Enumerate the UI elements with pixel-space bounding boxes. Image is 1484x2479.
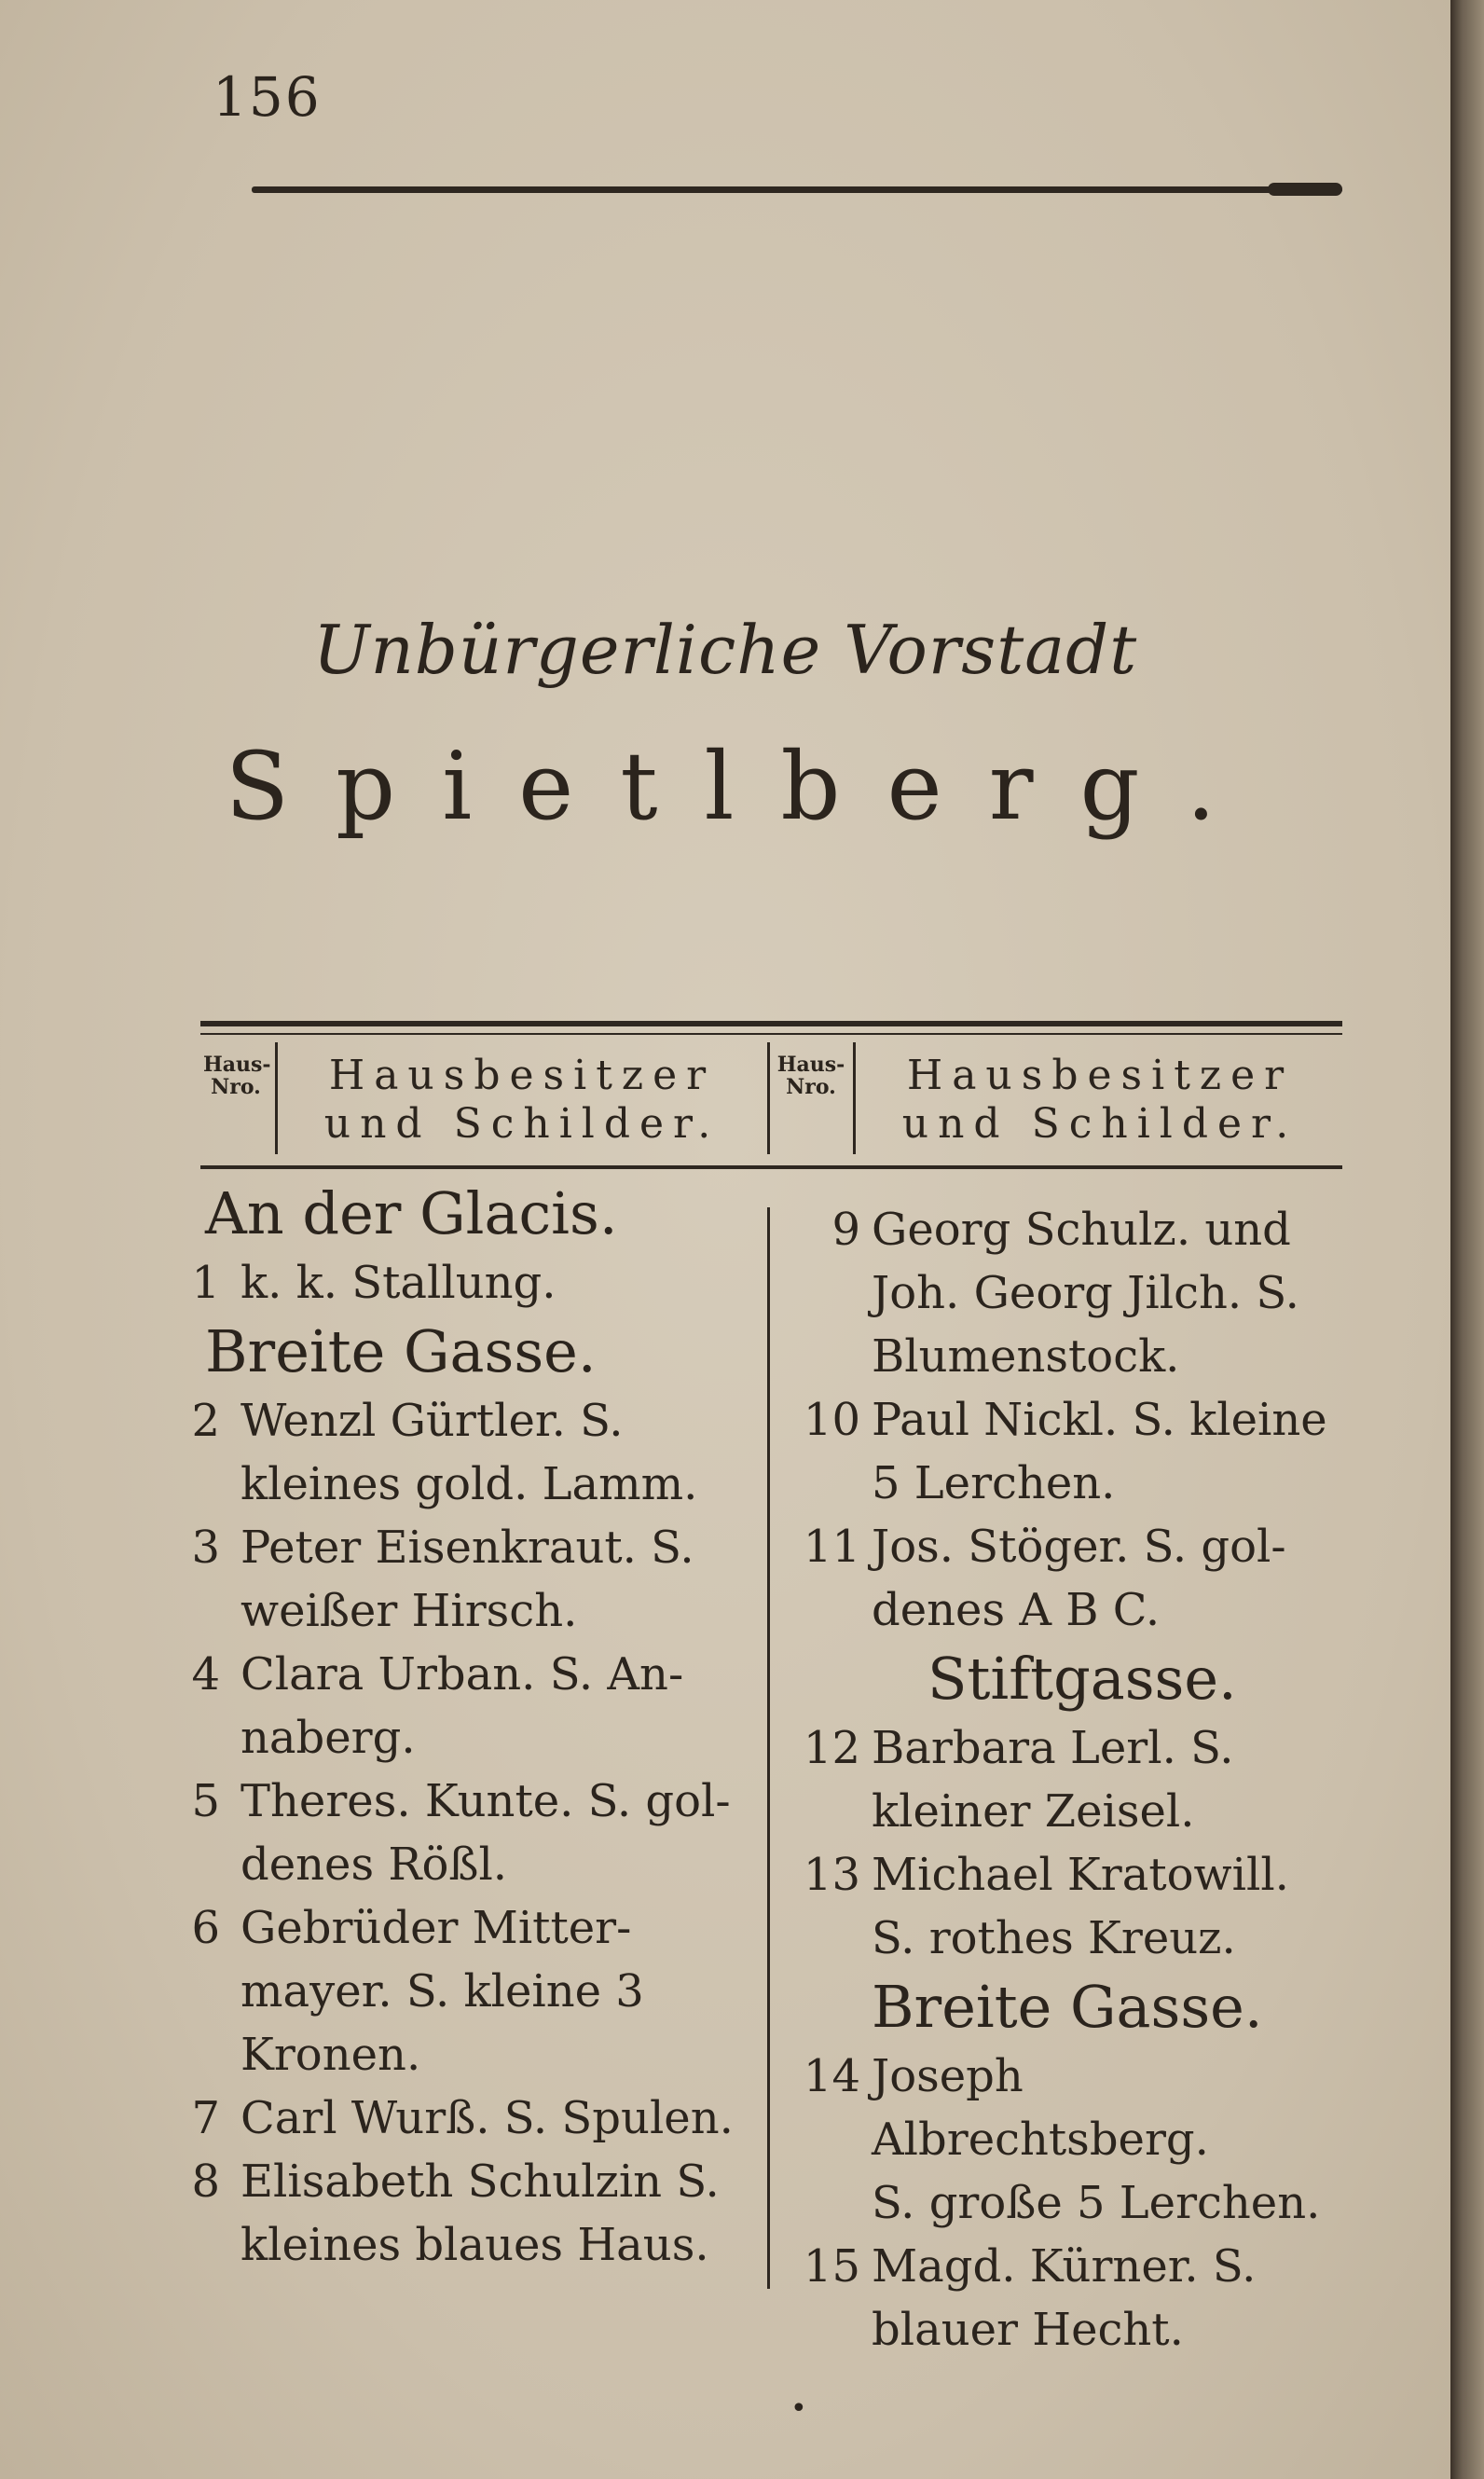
house-number: 8 bbox=[191, 2155, 220, 2208]
entry-line: blauer Hecht. bbox=[872, 2304, 1184, 2356]
entry-line: Jos. Stöger. S. gol- bbox=[872, 1521, 1286, 1573]
house-number: 2 bbox=[191, 1395, 220, 1447]
list-item bbox=[186, 2150, 760, 2277]
list-item bbox=[186, 1251, 760, 1315]
entry-line: Carl Wurß. S. Spulen. bbox=[240, 2092, 734, 2144]
list-item bbox=[186, 1389, 760, 1516]
entry-line: Wenzl Gürtler. S. bbox=[240, 1395, 624, 1447]
house-number: 6 bbox=[191, 1902, 220, 1954]
entry-line: Blumenstock. bbox=[872, 1330, 1180, 1383]
bottom-ornament: • bbox=[790, 2392, 807, 2425]
house-number: 11 bbox=[803, 1521, 860, 1573]
entry-line: Joh. Georg Jilch. S. bbox=[872, 1267, 1299, 1319]
header-divider-right-no bbox=[853, 1042, 856, 1154]
right-owner-header: Hausbesitzer und Schilder. bbox=[901, 1052, 1298, 1148]
entry-line: Magd. Kürner. S. bbox=[872, 2240, 1257, 2293]
page-number: 156 bbox=[213, 65, 322, 129]
house-number: 12 bbox=[803, 1722, 860, 1774]
list-item bbox=[803, 1515, 1356, 1642]
table-top-rule-thin bbox=[200, 1033, 1342, 1035]
entry-line: Paul Nickl. S. kleine bbox=[872, 1394, 1327, 1446]
section-title: An der Glacis. bbox=[205, 1179, 618, 1247]
house-number: 14 bbox=[803, 2050, 860, 2102]
house-number: 3 bbox=[191, 1522, 220, 1574]
left-owner-header: Hausbesitzer und Schilder. bbox=[323, 1052, 721, 1148]
list-item bbox=[186, 1770, 760, 1896]
top-rule bbox=[252, 186, 1342, 193]
entry-line: weißer Hirsch. bbox=[240, 1585, 578, 1637]
entry-line: Georg Schulz. und bbox=[872, 1204, 1291, 1256]
list-item bbox=[803, 2235, 1356, 2362]
entry-line: S. rothes Kreuz. bbox=[872, 1912, 1236, 1964]
right-column bbox=[803, 1198, 1356, 2362]
house-number: 7 bbox=[191, 2092, 220, 2144]
book-spine bbox=[1450, 0, 1484, 2479]
entry-line: mayer. S. kleine 3 bbox=[240, 1965, 644, 2018]
column-divider bbox=[767, 1207, 770, 2289]
list-item bbox=[803, 2045, 1356, 2235]
list-item bbox=[831, 1198, 1356, 1388]
entry-line: kleines gold. Lamm. bbox=[240, 1458, 698, 1510]
entry-line: Gebrüder Mitter- bbox=[240, 1902, 632, 1954]
right-number-header: Haus-Nro. bbox=[776, 1053, 845, 1099]
heading-title: Spietlberg. bbox=[225, 732, 1263, 841]
header-divider-left-no bbox=[275, 1042, 278, 1154]
house-number: 1 bbox=[191, 1257, 220, 1309]
entry-line: Kronen. bbox=[240, 2029, 421, 2081]
entry-line: Theres. Kunte. S. gol- bbox=[240, 1775, 731, 1827]
entry-line: k. k. Stallung. bbox=[240, 1257, 556, 1309]
house-number: 15 bbox=[803, 2240, 860, 2293]
top-rule-ornament bbox=[1268, 183, 1342, 196]
house-number: 10 bbox=[803, 1394, 860, 1446]
house-number: 5 bbox=[191, 1775, 220, 1827]
entry-line: Peter Eisenkraut. S. bbox=[240, 1522, 694, 1574]
table-header-bottom-rule bbox=[200, 1165, 1342, 1169]
entry-line: 5 Lerchen. bbox=[872, 1457, 1116, 1509]
entry-line: S. große 5 Lerchen. bbox=[872, 2177, 1321, 2229]
entry-line: Clara Urban. S. An- bbox=[240, 1648, 684, 1701]
header-divider-middle bbox=[767, 1042, 770, 1154]
left-number-header: Haus-Nro. bbox=[203, 1053, 271, 1099]
list-item bbox=[803, 1843, 1356, 1970]
left-column bbox=[186, 1177, 760, 2277]
house-number: 9 bbox=[831, 1204, 860, 1256]
list-item bbox=[186, 2086, 760, 2150]
section-title: Stiftgasse. bbox=[928, 1645, 1237, 1713]
entry-line: Michael Kratowill. bbox=[872, 1849, 1289, 1901]
house-number: 4 bbox=[191, 1648, 220, 1701]
entry-line: Barbara Lerl. S. bbox=[872, 1722, 1234, 1774]
heading-subtitle: Unbürgerliche Vorstadt bbox=[312, 611, 1138, 689]
table-top-rule bbox=[200, 1021, 1342, 1026]
house-number: 13 bbox=[803, 1849, 860, 1901]
list-item bbox=[186, 1643, 760, 1770]
list-item bbox=[186, 1896, 760, 2086]
section-title: Breite Gasse. bbox=[205, 1317, 597, 1385]
list-item bbox=[803, 1716, 1356, 1843]
entry-line: Elisabeth Schulzin S. bbox=[240, 2155, 720, 2208]
list-item bbox=[803, 1388, 1356, 1515]
entry-line: Joseph Albrechtsberg. bbox=[872, 2050, 1209, 2166]
entry-line: kleiner Zeisel. bbox=[872, 1785, 1195, 1838]
entry-line: denes A B C. bbox=[872, 1584, 1161, 1636]
entry-line: kleines blaues Haus. bbox=[240, 2219, 709, 2271]
section-title: Breite Gasse. bbox=[872, 1973, 1263, 2041]
entry-line: naberg. bbox=[240, 1712, 416, 1764]
list-item bbox=[186, 1516, 760, 1643]
entry-line: denes Rößl. bbox=[240, 1839, 508, 1891]
